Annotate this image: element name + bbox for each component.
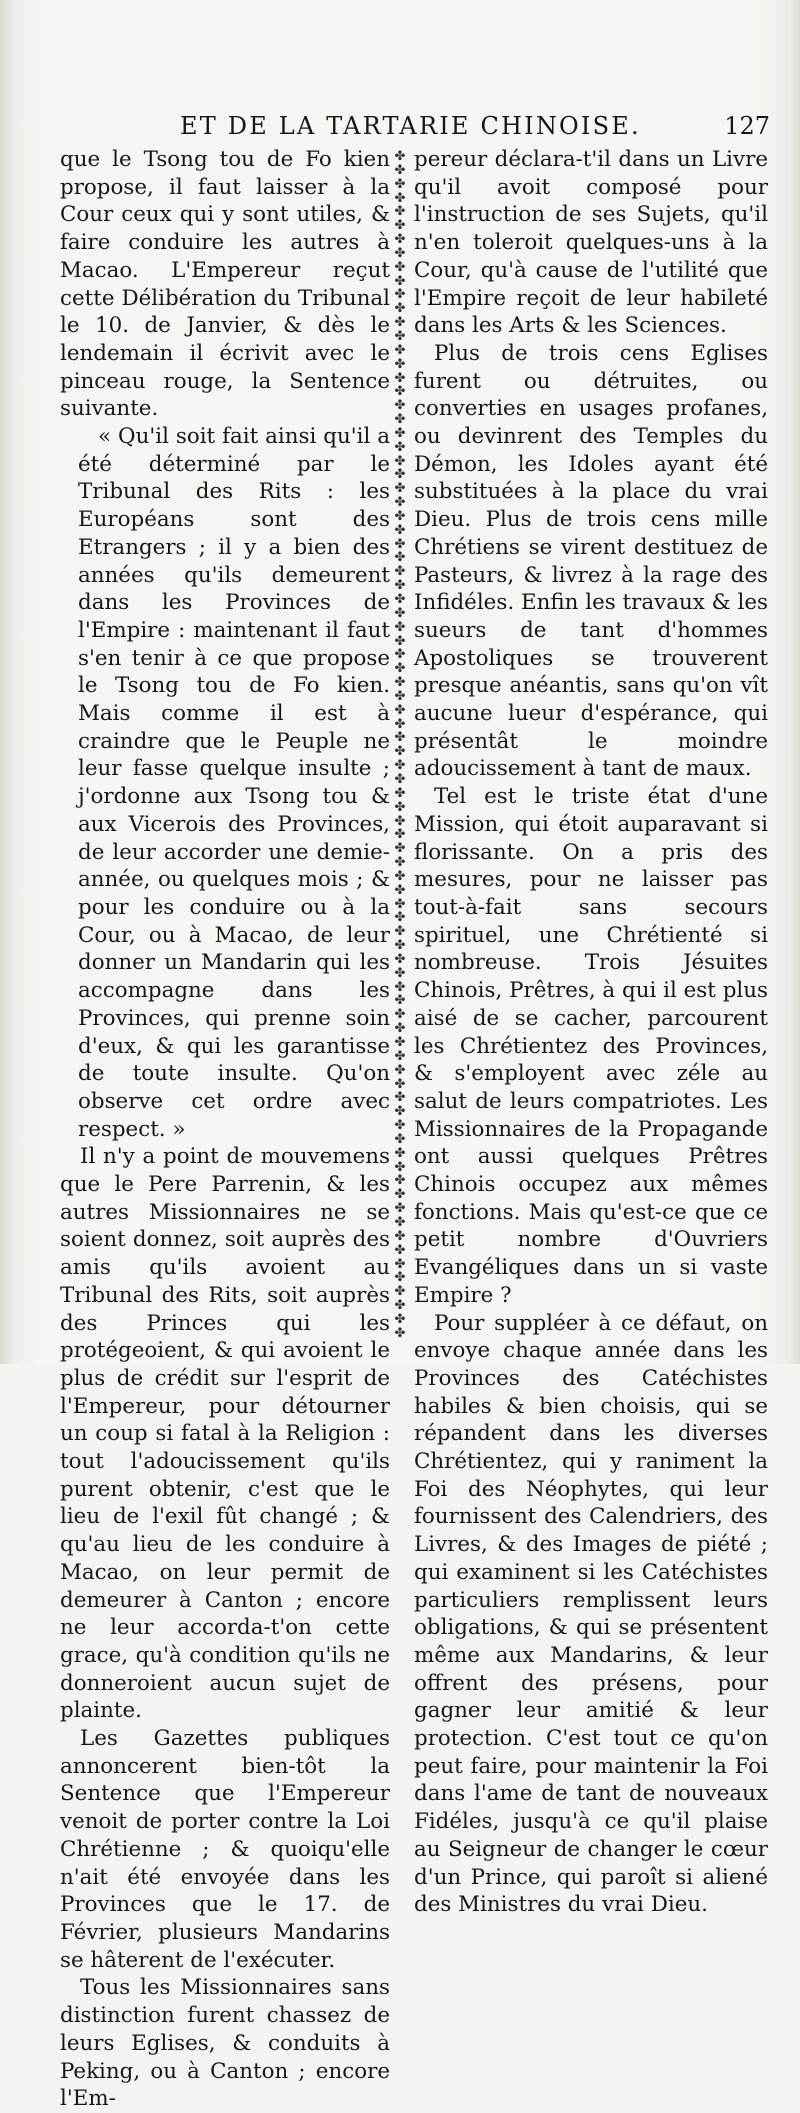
fleuron-ornament: ✤: [394, 522, 406, 538]
fleuron-ornament: ✤: [394, 744, 406, 760]
fleuron-ornament: ✤: [394, 647, 406, 663]
fleuron-ornament: ✤: [394, 1228, 406, 1244]
paragraph: Les Gazettes publiques annoncerent bien-tôt la Sentence que l'Empereur venoit de porter contre la Loi Chrétienne ; & quoiqu'elle n'ait été envoyée dans les Provinces que le 17. de Février, plusieurs Mandarins se hâterent de l'exécuter.: [60, 1726, 390, 1973]
fleuron-ornament: ✤: [394, 1256, 406, 1272]
fleuron-ornament: ✤: [394, 398, 406, 414]
fleuron-ornament: ✤: [394, 716, 406, 732]
fleuron-ornament: ✤: [394, 1035, 406, 1050]
fleuron-ornament: ✤: [394, 675, 406, 691]
fleuron-ornament: ✤: [394, 993, 406, 1009]
fleuron-ornament: ✤: [394, 259, 406, 275]
fleuron-ornament: ✤: [394, 688, 406, 704]
fleuron-ornament: ✤: [394, 425, 406, 441]
fleuron-ornament: ✤: [394, 273, 406, 289]
fleuron-ornament: ✤: [394, 162, 406, 178]
fleuron-ornament: ✤: [394, 301, 406, 317]
paragraph: Pour suppléer à ce défaut, on envoye chaque année dans les Provinces des Catéchistes habiles & bien choisis, qui se répandent dans les diverses Chrétientez, qui y raniment la Foi des Néophytes, qui leur fournissent des Calendriers, des Livres, & des Images de piété ; qui examinent si les Catéchistes particuliers remplissent leurs obligations, & qui se présentent même aux Mandarins, & leur offrent des présens, pour gagner leur amitié & leur protection. C'est tout ce qu'on peut faire, pour maintenir la Foi dans l'ame de tant de nouveaux Fidéles, jusqu'à ce qu'il plaise au Seigneur de changer le cœur d'un Prince, qui paroît si aliené des Ministres du vrai Dieu.: [414, 1310, 768, 1918]
fleuron-ornament: ✤: [394, 550, 406, 566]
paragraph: Tel est le triste état d'une Mission, qui étoit auparavant si florissante. On a pris des mesures, pour ne laisser pas tout-à-fait sans secours spirituel, une Chrétienté si nombreuse. Trois Jésuites Chinois, Prêtres, à qui il est plus aisé de se cacher, parcourent les Chrétientez des Provinces, & s'employent avec zéle au salut de leurs compatriotes. Les Missionnaires de la Propagande ont aussi quelques Prêtres Chinois occupez aux mêmes fonctions. Mais qu'est-ce que ce petit nombre d'Ouvriers Evangéliques dans un si vaste Empire ?: [414, 784, 768, 1308]
fleuron-ornament: ✤: [394, 412, 406, 428]
fleuron-ornament: ✤: [394, 232, 406, 248]
fleuron-ornament: ✤: [394, 938, 406, 954]
fleuron-ornament: ✤: [394, 619, 406, 635]
paragraph: Il n'y a point de mouvemens que le Pere Parrenin, & les autres Missionnaires ne se soient donnez, soit auprès des amis qu'ils avoient au Tribunal des Rits, soit auprès des Princes qui les protégeoient, & qui avoient le plus de crédit sur l'esprit de l'Empereur, pour détourner un coup si fatal à la Religion : tout l'adoucissement qu'ils purent obtenir, c'est que le lieu de l'exil fût changé ; & qu'au lieu de les conduire à Macao, on leur permit de demeurer à Canton ; encore ne leur accorda-t'on cette grace, qu'à condition qu'ils ne donneroient aucun sujet de plainte.: [60, 1144, 390, 1724]
fleuron-ornament: ✤: [394, 785, 406, 801]
fleuron-ornament: ✤: [394, 951, 406, 967]
fleuron-ornament: ✤: [394, 1076, 406, 1092]
fleuron-ornament: ✤: [394, 1131, 406, 1147]
fleuron-ornament: ✤: [394, 868, 406, 884]
page-header: [170, 112, 770, 148]
quoted-sentence: « Qu'il soit fait ainsi qu'il a été déterminé par le Tribunal des Rits : les Européans sont des Etrangers ; il y a bien des années qu'ils demeurent dans les Provinces de l'Empire : maintenant il faut s'en tenir à ce que propose le Tsong tou de Fo kien. Mais comme il est à craindre que le Peuple ne leur fasse quelque insulte ; j'ordonne aux Tsong tou & aux Vicerois des Provinces, de leur accorder une demie-année, ou quelques mois ; & pour les conduire ou à la Cour, ou à Macao, de leur donner un Mandarin qui les accompagne dans les Provinces, qui prenne soin d'eux, & qui les garantisse de toute insulte. Qu'on observe cet ordre avec respect. »: [78, 424, 390, 1142]
fleuron-ornament: ✤: [394, 924, 406, 940]
fleuron-ornament: ✤: [394, 827, 406, 843]
fleuron-ornament: ✤: [394, 1284, 406, 1300]
fleuron-ornament: ✤: [394, 1118, 406, 1134]
fleuron-ornament: ✤: [394, 1311, 406, 1327]
fleuron-ornament: ✤: [394, 1242, 406, 1258]
fleuron-ornament: ✤: [394, 1187, 406, 1203]
fleuron-ornament: ✤: [394, 661, 406, 677]
fleuron-ornament: ✤: [394, 771, 406, 787]
fleuron-ornament: ✤: [394, 1173, 406, 1189]
fleuron-ornament: ✤: [394, 384, 406, 400]
fleuron-ornament: ✤: [394, 896, 406, 912]
fleuron-ornament: ✤: [394, 467, 406, 483]
fleuron-ornament: ✤: [394, 1007, 406, 1023]
fleuron-ornament: ✤: [394, 218, 406, 234]
fleuron-ornament: ✤: [394, 481, 406, 497]
fleuron-ornament: ✤: [394, 1298, 406, 1314]
fleuron-ornament: ✤: [394, 1062, 406, 1078]
fleuron-ornament: ✤: [394, 813, 406, 829]
fleuron-ornament: ✤: [394, 508, 406, 524]
fleuron-ornament: ✤: [394, 841, 406, 857]
fleuron-ornament: ✤: [394, 1325, 406, 1340]
paragraph: que le Tsong tou de Fo kien propose, il faut laisser à la Cour ceux qui y sont utiles, & faire conduire les autres à Macao. L'Empereur reçut cette Délibération du Tribunal le 10. de Janvier, & dès le lendemain il écrivit avec le pinceau rouge, la Sentence suivante.: [60, 147, 390, 422]
fleuron-ornament: ✤: [394, 1104, 406, 1120]
fleuron-ornament: ✤: [394, 564, 406, 580]
fleuron-ornament: ✤: [394, 578, 406, 594]
fleuron-ornament: ✤: [394, 245, 406, 261]
fleuron-ornament: ✤: [394, 605, 406, 621]
fleuron-ornament: ✤: [394, 495, 406, 511]
fleuron-ornament: ✤: [394, 315, 406, 331]
fleuron-ornament: ✤: [394, 287, 406, 303]
fleuron-ornament: ✤: [394, 1145, 406, 1161]
right-column: [414, 146, 768, 1919]
fleuron-ornament: ✤: [394, 702, 406, 718]
fleuron-ornament: ✤: [394, 342, 406, 358]
fleuron-ornament: ✤: [394, 758, 406, 774]
fleuron-ornament: ✤: [394, 1201, 406, 1217]
paragraph: pereur déclara-t'il dans un Livre qu'il avoit composé pour l'instruction de ses Sujets, qu'il n'en toleroit quelques-uns à la Cour, qu'à cause de l'utilité que l'Empire reçoit de leur habileté dans les Arts & les Sciences.: [414, 147, 768, 339]
fleuron-ornament: ✤: [394, 356, 406, 372]
fleuron-ornament: ✤: [394, 592, 406, 607]
paragraph: Plus de trois cens Eglises furent ou détruites, ou converties en usages profanes, ou devinrent des Temples du Démon, les Idoles ayant été substituées à la place du vrai Dieu. Plus de trois cens mille Chrétiens se virent destituez de Pasteurs, & livrez à la rage des Infidéles. Enfin les travaux & les sueurs de tant d'hommes Apostoliques se trouverent presque anéantis, sans qu'on vît aucune lueur d'espérance, qui présentât le moindre adoucissement à tant de maux.: [414, 340, 768, 782]
fleuron-ornament: ✤: [394, 730, 406, 746]
fleuron-ornament: ✤: [394, 1159, 406, 1175]
page-number: 127: [724, 112, 770, 140]
fleuron-ornament: ✤: [394, 204, 406, 220]
fleuron-ornament: ✤: [394, 1214, 406, 1230]
fleuron-ornament: ✤: [394, 979, 406, 995]
fleuron-ornament: ✤: [394, 882, 406, 898]
running-title: ET DE LA TARTARIE CHINOISE.: [180, 112, 641, 140]
fleuron-ornament: ✤: [394, 370, 406, 386]
fleuron-ornament: ✤: [394, 176, 406, 192]
fleuron-ornament: ✤: [394, 190, 406, 206]
ornamental-column-divider: [392, 150, 408, 1340]
fleuron-ornament: ✤: [394, 633, 406, 649]
fleuron-ornament: ✤: [394, 965, 406, 981]
fleuron-ornament: ✤: [394, 536, 406, 552]
fleuron-ornament: ✤: [394, 1270, 406, 1286]
fleuron-ornament: ✤: [394, 328, 406, 344]
fleuron-ornament: ✤: [394, 799, 406, 815]
fleuron-ornament: ✤: [394, 150, 406, 164]
paragraph: Tous les Missionnaires sans distinction furent chassez de leurs Eglises, & conduits à Peking, ou à Canton ; encore l'Em-: [60, 1975, 390, 2112]
left-column: [60, 146, 390, 2113]
fleuron-ornament: ✤: [394, 910, 406, 926]
fleuron-ornament: ✤: [394, 1090, 406, 1106]
fleuron-ornament: ✤: [394, 1021, 406, 1037]
fleuron-ornament: ✤: [394, 1048, 406, 1064]
fleuron-ornament: ✤: [394, 439, 406, 455]
fleuron-ornament: ✤: [394, 855, 406, 871]
fleuron-ornament: ✤: [394, 453, 406, 469]
